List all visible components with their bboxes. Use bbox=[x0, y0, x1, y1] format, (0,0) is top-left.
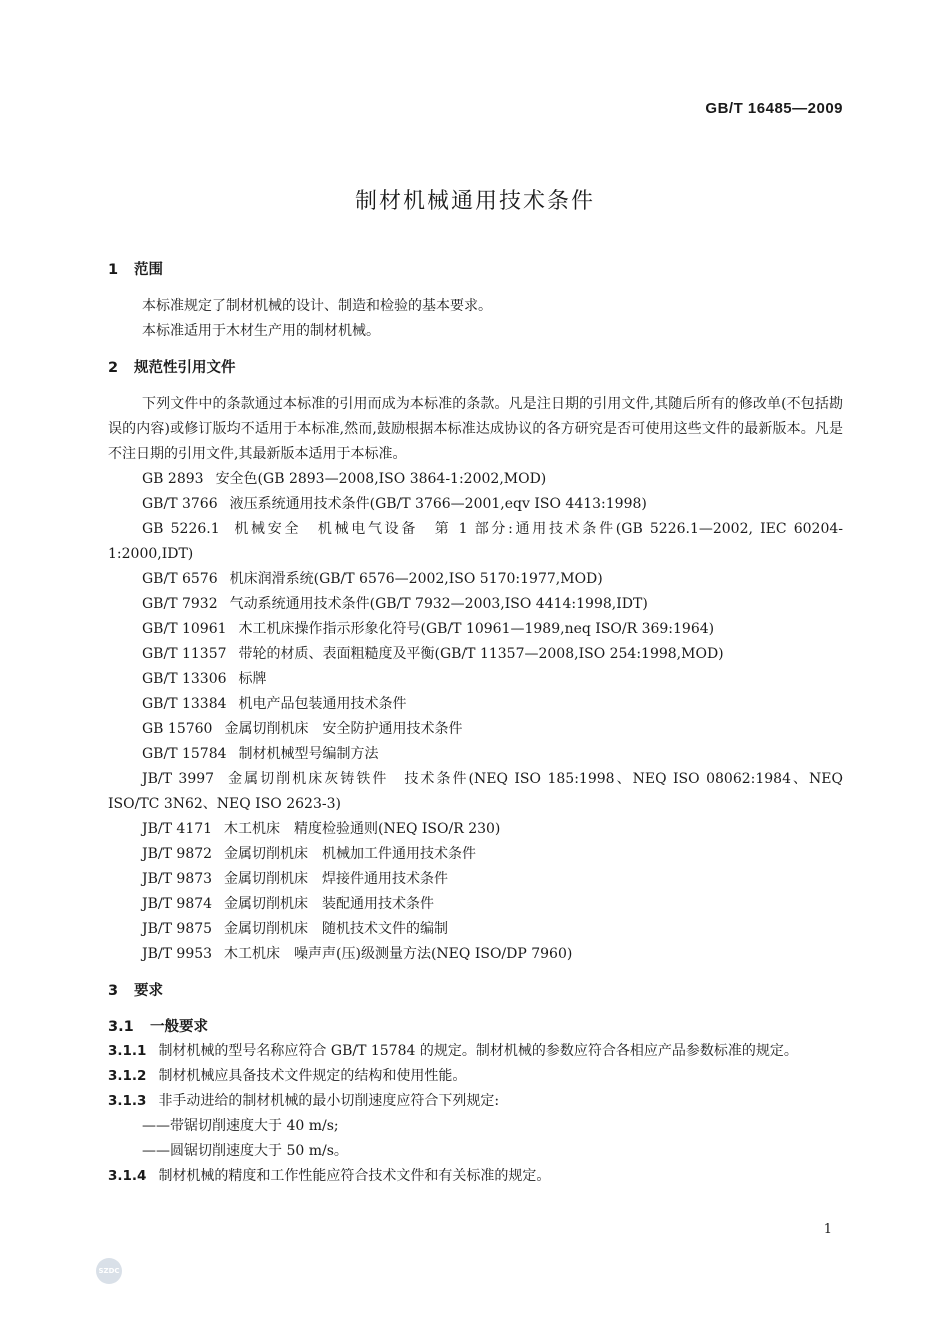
reference-item: GB/T 10961 木工机床操作指示形象化符号(GB/T 10961—1989,neq ISO/R 369:1964) bbox=[142, 621, 715, 637]
subsection-number: 3.1 bbox=[108, 1019, 134, 1035]
document-body bbox=[108, 258, 843, 1189]
reference-item: GB/T 13384 机电产品包装通用技术条件 bbox=[142, 696, 407, 712]
reference-item: GB/T 6576 机床润滑系统(GB/T 6576—2002,ISO 5170:1977,MOD) bbox=[142, 571, 603, 587]
reference-item: JB/T 9874 金属切削机床 装配通用技术条件 bbox=[142, 896, 435, 912]
dash-item: ——带锯切削速度大于 40 m/s; bbox=[142, 1118, 339, 1134]
reference-item: JB/T 4171 木工机床 精度检验通则(NEQ ISO/R 230) bbox=[142, 821, 501, 837]
section-number: 2 bbox=[108, 360, 119, 376]
reference-item: GB/T 7932 气动系统通用技术条件(GB/T 7932—2003,ISO 4414:1998,IDT) bbox=[142, 596, 648, 612]
reference-item: GB 5226.1 机械安全 机械电气设备 第 1 部分:通用技术条件(GB 5226.1—2002, IEC 60204-1:2000,IDT) bbox=[108, 521, 843, 562]
subsection-title: 一般要求 bbox=[150, 1019, 208, 1035]
paragraph-intro: 下列文件中的条款通过本标准的引用而成为本标准的条款。凡是注日期的引用文件,其随后所有的修改单(不包括勘误的内容)或修订版均不适用于本标准,然而,鼓励根据本标准达成协议的各方研究是否可使用这些文件的最新版本。凡是不注日期的引用文件,其最新版本适用于本标准。 bbox=[108, 396, 843, 462]
section-2-heading bbox=[108, 356, 843, 380]
dash-item: ——圆锯切削速度大于 50 m/s。 bbox=[142, 1143, 348, 1159]
reference-item: GB/T 15784 制材机械型号编制方法 bbox=[142, 746, 379, 762]
reference-item: GB/T 13306 标牌 bbox=[142, 671, 267, 687]
reference-item: GB/T 3766 液压系统通用技术条件(GB/T 3766—2001,eqv ISO 4413:1998) bbox=[142, 496, 647, 512]
reference-list bbox=[108, 467, 843, 967]
paragraph: 本标准规定了制材机械的设计、制造和检验的基本要求。 bbox=[142, 298, 492, 314]
reference-item: JB/T 9875 金属切削机床 随机技术文件的编制 bbox=[142, 921, 449, 937]
reference-item: GB 15760 金属切削机床 安全防护通用技术条件 bbox=[142, 721, 463, 737]
reference-item: JB/T 9873 金属切削机床 焊接件通用技术条件 bbox=[142, 871, 449, 887]
reference-item: GB/T 11357 带轮的材质、表面粗糙度及平衡(GB/T 11357—2008,ISO 254:1998,MOD) bbox=[142, 646, 724, 662]
clause-3-1-1: 3.1.1 制材机械的型号名称应符合 GB/T 15784 的规定。制材机械的参数应符合各相应产品参数标准的规定。 bbox=[108, 1043, 798, 1059]
document-title: 制材机械通用技术条件 bbox=[354, 189, 595, 214]
clause-3-1-4: 3.1.4 制材机械的精度和工作性能应符合技术文件和有关标准的规定。 bbox=[108, 1168, 551, 1184]
section-title: 规范性引用文件 bbox=[134, 360, 236, 376]
clause-3-1-2: 3.1.2 制材机械应具备技术文件规定的结构和使用性能。 bbox=[108, 1068, 467, 1084]
publisher-logo-icon: SZDC bbox=[96, 1258, 122, 1284]
section-number: 1 bbox=[108, 262, 119, 278]
section-1-heading bbox=[108, 258, 843, 282]
reference-item: JB/T 3997 金属切削机床灰铸铁件 技术条件(NEQ ISO 185:1998、NEQ ISO 08062:1984、NEQ ISO/TC 3N62、NEQ ISO 2623-3) bbox=[108, 771, 843, 812]
standard-number: GB/T 16485—2009 bbox=[705, 100, 843, 117]
clause-3-1-3: 3.1.3 非手动进给的制材机械的最小切削速度应符合下列规定: bbox=[108, 1093, 500, 1109]
reference-item: JB/T 9953 木工机床 噪声声(压)级测量方法(NEQ ISO/DP 7960) bbox=[142, 946, 573, 962]
paragraph: 本标准适用于木材生产用的制材机械。 bbox=[142, 323, 380, 339]
reference-item: GB 2893 安全色(GB 2893—2008,ISO 3864-1:2002,MOD) bbox=[142, 471, 547, 487]
section-title: 范围 bbox=[134, 262, 163, 278]
section-title: 要求 bbox=[134, 983, 163, 999]
section-3-heading bbox=[108, 979, 843, 1003]
subsection-3-1-heading bbox=[108, 1015, 843, 1039]
reference-item: JB/T 9872 金属切削机床 机械加工件通用技术条件 bbox=[142, 846, 477, 862]
page-number: 1 bbox=[823, 1222, 832, 1237]
section-number: 3 bbox=[108, 983, 119, 999]
